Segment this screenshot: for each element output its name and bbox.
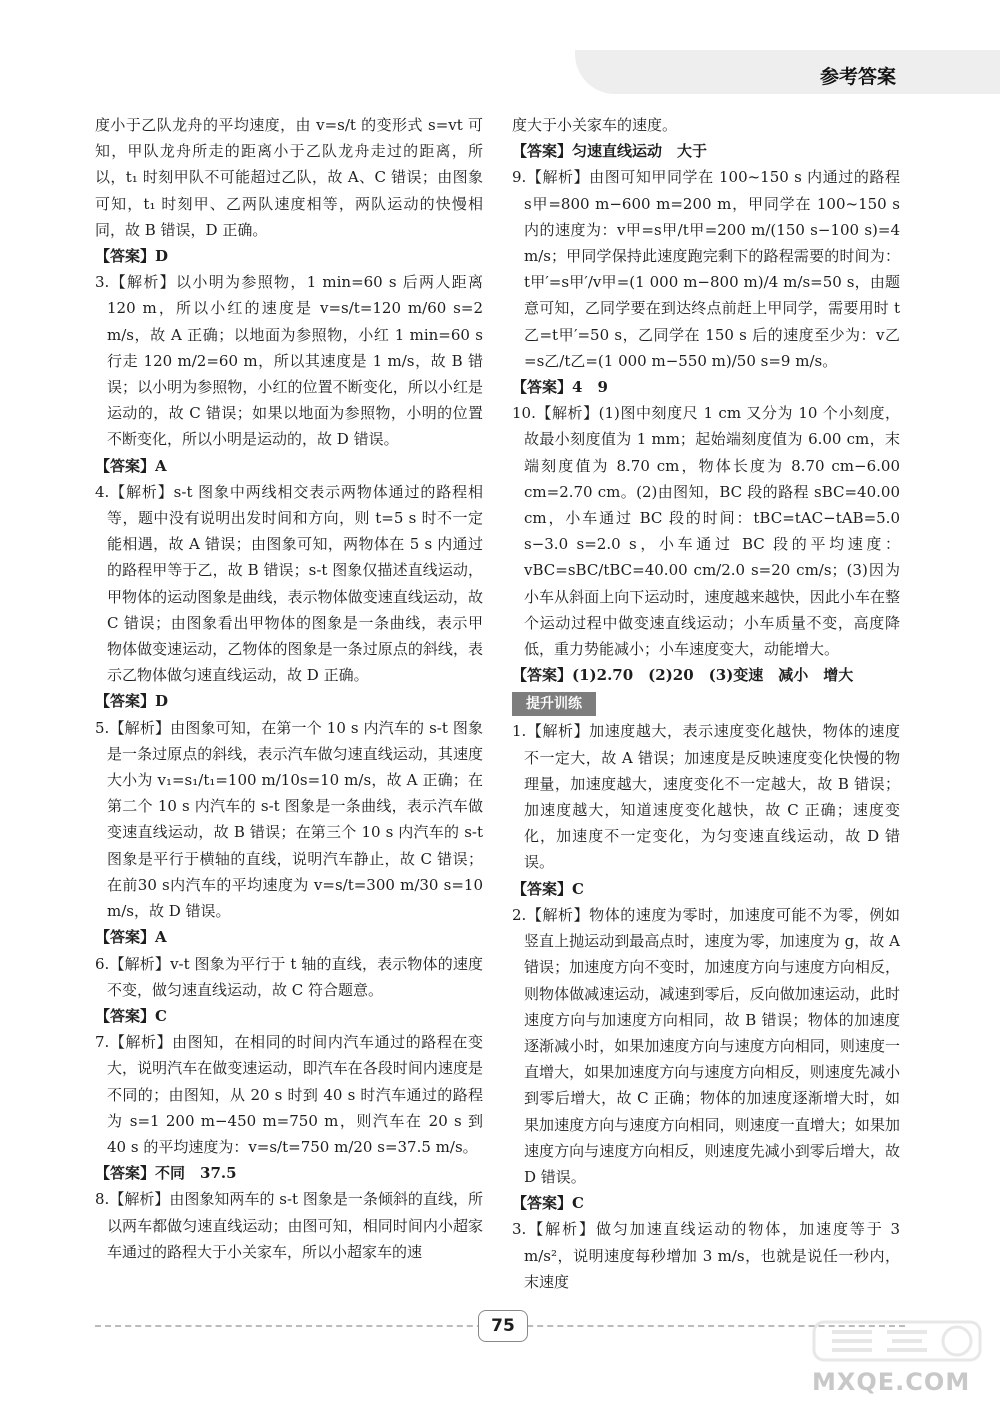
answer-line: 【答案】D [95, 247, 169, 266]
question-item: 6.【解析】v-t 图象为平行于 t 轴的直线，表示物体的速度不变，做匀速直线运动，故 C 符合题意。 [95, 954, 483, 999]
question-item: 7.【解析】由图知，在相同的时间内汽车通过的路程在变大，说明汽车在做变速运动，即汽车在各段时间内速度是不同的；由图知，从 20 s 时到 40 s 时汽车通过的路程为 s=1 200 m−450 m=750 m，则汽车在 20 s 到 40 s 的平均速度为：v=s/t=750 m/20 s=37.5 m/s。 [95, 1033, 483, 1156]
answer-line: 【答案】A [95, 928, 167, 947]
answer-line: 【答案】C [512, 879, 584, 898]
answer-line: 【答案】不同 37.5 [95, 1164, 237, 1183]
watermark-url: MXQE.COM [812, 1368, 971, 1396]
answer-line: 【答案】A [95, 456, 167, 475]
answer-line: 【答案】D [95, 692, 169, 711]
watermark-logo [812, 1318, 982, 1364]
question-item: 1.【解析】加速度越大，表示速度变化越快，物体的速度不一定大，故 A 错误；加速度是反映速度变化快慢的物理量，加速度越大，速度变化不一定越大，故 B 错误；加速度越大，知道速度变化越快，故 C 正确；速度变化，加速度不一定变化，为匀变速直线运动，故 D 错误。 [512, 722, 900, 872]
continued-text: 度大于小关家车的速度。 [512, 116, 678, 134]
left-column [95, 112, 483, 1265]
question-item: 4.【解析】s-t 图象中两线相交表示两物体通过的路程相等，题中没有说明出发时间和方向，则 t=5 s 时不一定能相遇，故 A 错误；由图象可知，两物体在 5 s 内通过的路程甲等于乙，故 B 错误；s-t 图象仅描述直线运动，甲物体的运动图象是曲线，表示物体做变速直线运动，故 C 错误；由图象看出甲物体的图象是一条曲线，表示甲物体做变速运动，乙物体的图象是一条过原点的斜线，表示乙物体做匀速直线运动，故 D 正确。 [95, 482, 483, 685]
answer-line: 【答案】4 9 [512, 378, 608, 397]
answer-line: 【答案】C [512, 1194, 584, 1213]
question-item: 8.【解析】由图象知两车的 s-t 图象是一条倾斜的直线，所以两车都做匀速直线运动；由图可知，相同时间内小超家车通过的路程大于小关家车，所以小超家车的速 [95, 1190, 483, 1261]
page-number: 75 [478, 1310, 528, 1342]
continued-text: 度小于乙队龙舟的平均速度，由 v=s/t 的变形式 s=vt 可知，甲队龙舟所走的距离小于乙队龙舟走过的距离，所以，t₁ 时刻甲队不可能超过乙队，故 A、C 错误；由图象可知，t₁ 时刻甲、乙两队速度相等，两队运动的快慢相同，故 B 错误，D 正确。 [95, 116, 483, 239]
question-item: 3.【解析】以小明为参照物，1 min=60 s 后两人距离 120 m，所以小红的速度是 v=s/t=120 m/60 s=2 m/s，故 A 正确；以地面为参照物，小红 1 min=60 s 行走 120 m/2=60 m，所以其速度是 1 m/s，故 B 错误；以小明为参照物，小红的位置不断变化，所以小红是运动的，故 C 错误；如果以地面为参照物，小明的位置不断变化，所以小明是运动的，故 D 错误。 [95, 273, 483, 449]
question-item: 9.【解析】由图可知甲同学在 100~150 s 内通过的路程 s甲=800 m−600 m=200 m，甲同学在 100~150 s 内的速度为：v甲=s甲/t甲=200 m/(150 s−100 s)=4 m/s；甲同学保持此速度跑完剩下的路程需要的时间为：t甲′=s甲′/v甲=(1 000 m−800 m)/4 m/s=50 s，由题意可知，乙同学要在到达终点前赶上甲同学，需要用时 t乙=t甲′=50 s，乙同学在 150 s 后的速度至少为：v乙=s乙/t乙=(1 000 m−550 m)/50 s=9 m/s。 [512, 168, 900, 370]
answer-line: 【答案】(1)2.70 (2)20 (3)变速 减小 增大 [512, 666, 854, 685]
answer-line: 【答案】C [95, 1006, 167, 1025]
question-item: 10.【解析】(1)图中刻度尺 1 cm 又分为 10 个小刻度，故最小刻度值为 1 mm；起始端刻度值为 6.00 cm，末端刻度值为 8.70 cm，物体长度为 8.70 cm−6.00 cm=2.70 cm。(2)由图知，BC 段的路程 sBC=40.00 cm，小车通过 BC 段的时间：tBC=tAC−tAB=5.0 s−3.0 s=2.0 s，小车通过 BC 段的平均速度：vBC=sBC/tBC=40.00 cm/2.0 s=20 cm/s；(3)因为小车从斜面上向下运动时，速度越来越快，因此小车在整个运动过程中做变速直线运动；小车质量不变，高度降低，重力势能减小；小车速度变大，动能增大。 [512, 404, 900, 659]
right-column [512, 112, 900, 1295]
answer-line: 【答案】匀速直线运动 大于 [512, 142, 708, 161]
header-band [575, 50, 1000, 94]
header-title: 参考答案 [820, 66, 897, 88]
question-item: 5.【解析】由图象可知，在第一个 10 s 内汽车的 s-t 图象是一条过原点的斜线，表示汽车做匀速直线运动，其速度大小为 v₁=s₁/t₁=100 m/10s=10 m/s，故 A 正确；在第二个 10 s 内汽车的 s-t 图象是一条曲线，表示汽车做变速直线运动，故 B 错误；在第三个 10 s 内汽车的 s-t 图象是平行于横轴的直线，说明汽车静止，故 C 错误；在前30 s内汽车的平均速度为 v=s/t=300 m/30 s=10 m/s，故 D 错误。 [95, 718, 483, 921]
question-item: 3.【解析】做匀加速直线运动的物体，加速度等于 3 m/s²，说明速度每秒增加 3 m/s，也就是说任一秒内，末速度 [512, 1220, 900, 1291]
question-item: 2.【解析】物体的速度为零时，加速度可能不为零，例如竖直上抛运动到最高点时，速度为零，加速度为 g，故 A 错误；加速度方向不变时，加速度方向与速度方向相反，则物体做减速运动，减速到零后，反向做加速运动，此时速度方向与加速度方向相同，故 B 错误；物体的加速度逐渐减小时，如果加速度方向与速度方向相同，则速度一直增大，如果加速度方向与速度方向相反，则速度先减小到零后增大，故 C 正确；物体的加速度逐渐增大时，如果加速度方向与速度方向相同，则速度一直增大；如果加速度方向与速度方向相反，则速度先减小到零后增大，故 D 错误。 [512, 905, 900, 1186]
section-label: 提升训练 [512, 692, 596, 716]
